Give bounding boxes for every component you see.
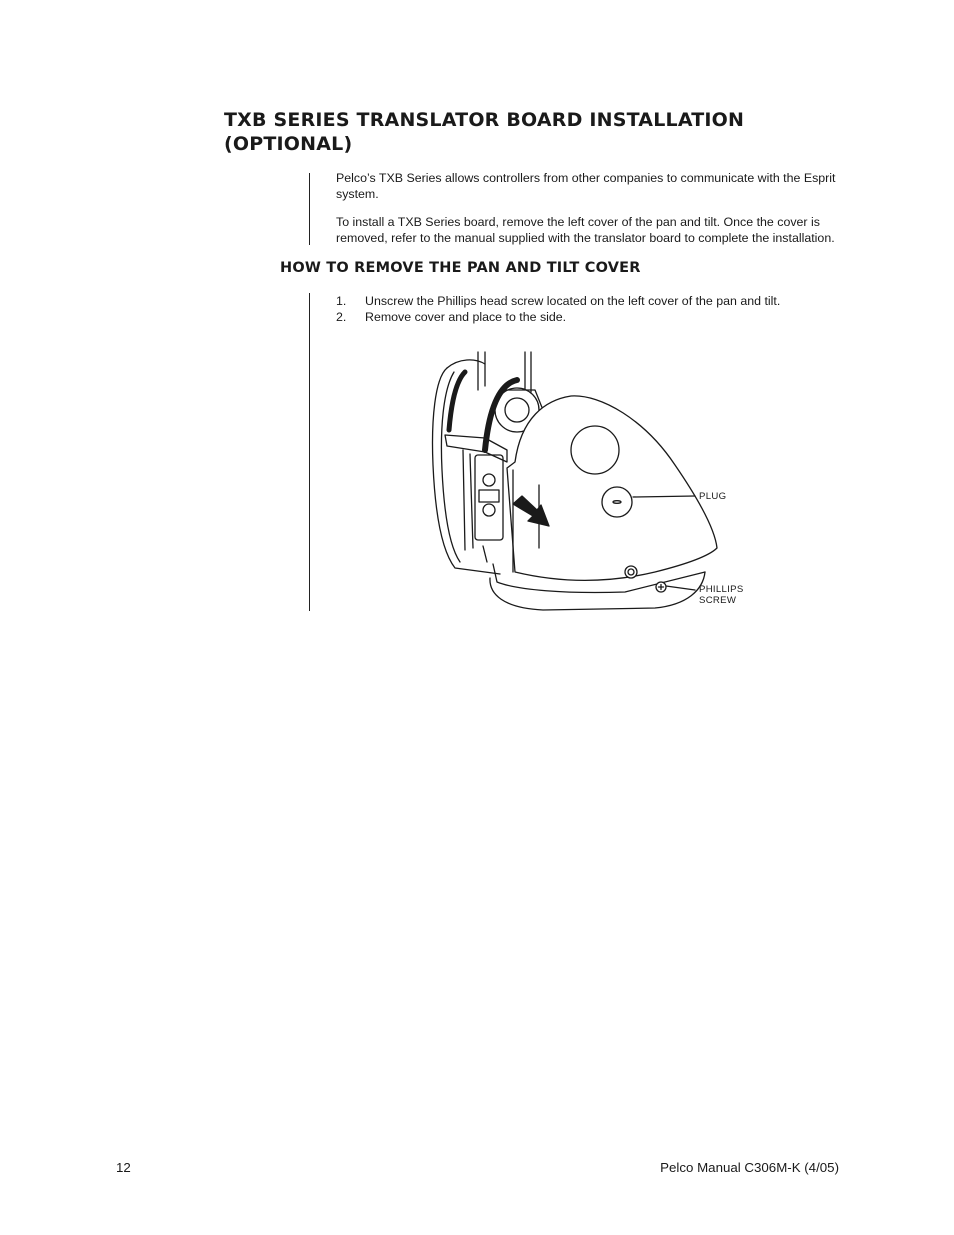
- list-item: [336, 294, 780, 310]
- pan-tilt-illustration: [425, 350, 755, 615]
- step-number: 2.: [336, 309, 347, 324]
- page-title-line1: TXB SERIES TRANSLATOR BOARD INSTALLATION: [224, 109, 745, 131]
- list-item: [336, 310, 780, 326]
- steps-list: [336, 294, 780, 325]
- intro-paragraph-1: Pelco’s TXB Series allows controllers from other companies to communicate with the Esprit system.: [336, 171, 836, 201]
- manual-reference: Pelco Manual C306M-K (4/05): [660, 1160, 839, 1175]
- step-text: Unscrew the Phillips head screw located on the left cover of the pan and tilt.: [365, 294, 781, 308]
- margin-rule-steps: [309, 293, 310, 611]
- intro-paragraph-2: To install a TXB Series board, remove the left cover of the pan and tilt. Once the cover is removed, refer to the manual supplied with the translator board to complete the installation.: [336, 215, 835, 245]
- page-number: 12: [116, 1160, 131, 1175]
- margin-rule-intro: [309, 173, 310, 245]
- callout-plug-label: PLUG: [699, 491, 727, 502]
- step-number: 1.: [336, 294, 347, 308]
- callout-screw-line2: SCREW: [699, 595, 737, 606]
- callout-phillips-screw-label: [699, 584, 769, 606]
- page-title-line2: (OPTIONAL): [224, 133, 353, 155]
- callout-screw-line1: PHILLIPS: [699, 584, 744, 595]
- step-text: Remove cover and place to the side.: [365, 309, 567, 324]
- page-title: [224, 108, 844, 156]
- section-title: HOW TO REMOVE THE PAN AND TILT COVER: [280, 260, 641, 276]
